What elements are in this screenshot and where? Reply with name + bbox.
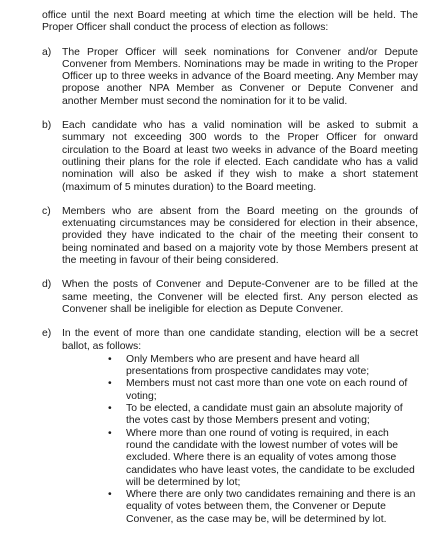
list-item <box>108 489 418 526</box>
bullet-icon: • <box>108 353 112 365</box>
list-item-text: Only Members who are present and have heard all presentations from prospective candidates may vote; <box>126 353 370 378</box>
ballot-rules-list <box>62 354 418 526</box>
bullet-icon: • <box>108 489 112 501</box>
intro-paragraph: office until the next Board meeting at which time the election will be held. The Proper Officer shall conduct the process of election as follows: <box>42 10 418 34</box>
clause-text: The Proper Officer will seek nominations for Convener and/or Depute Convener from Members. Nominations may be made in writing to the Proper Officer up to three weeks in advance of the Board meeting. Any Member may propose another NPA Member as Convener or Depute Convener and another Member must second the nomination for it to be valid. <box>62 46 418 107</box>
list-item-text: Where more than one round of voting is required, in each round the candidate with the lowest number of votes will be excluded. Where there is an equality of votes among those candidates who have least votes, the candidate to be excluded will be determined by lot; <box>126 427 415 488</box>
list-item <box>108 403 418 428</box>
clause-letter: b) <box>42 120 52 132</box>
bullet-icon: • <box>108 427 112 439</box>
list-item-text: Where there are only two candidates remaining and there is an equality of votes between them, the Convener or Depute Convener, as the case may be, will be determined by lot. <box>126 489 416 525</box>
clause-c <box>42 206 418 267</box>
clause-letter: c) <box>42 205 51 217</box>
clause-a <box>42 47 418 108</box>
bullet-icon: • <box>108 378 112 390</box>
clause-text: In the event of more than one candidate standing, election will be a secret ballot, as follows: <box>62 328 418 352</box>
list-item <box>108 353 418 379</box>
clause-letter: e) <box>42 328 52 340</box>
clause-text: When the posts of Convener and Depute-Convener are to be filled at the same meeting, the Convener will be elected first. Any person elected as Convener shall be ineligible for election as Depute Convener. <box>62 279 418 315</box>
clause-text: Members who are absent from the Board meeting on the grounds of extenuating circumstances may be considered for election in their absence, provided they have indicated to the chair of the meeting their consent to being nominated and based on a majority vote by those Members present at the meeting in favour of their being considered. <box>62 205 418 267</box>
clause-text: Each candidate who has a valid nomination will be asked to submit a summary not exceeding 300 words to the Proper Officer for onward circulation to the Board at least two weeks in advance of the Board meeting outlining their plans for the role if elected. Each candidate who has a valid nomination will also be asked if they wish to make a short statement (maximum of 5 minutes duration) to the Board meeting. <box>62 120 418 193</box>
list-item-text: Members must not cast more than one vote on each round of voting; <box>126 378 408 402</box>
clause-letter: a) <box>42 46 52 58</box>
list-item-text: To be elected, a candidate must gain an absolute majority of the votes cast by those Members present and voting; <box>126 403 403 427</box>
clause-d <box>42 279 418 316</box>
clause-e <box>42 328 418 526</box>
list-item <box>108 427 418 489</box>
bullet-icon: • <box>108 403 112 415</box>
clause-b <box>42 120 418 194</box>
clause-letter: d) <box>42 279 52 291</box>
list-item <box>108 378 418 403</box>
